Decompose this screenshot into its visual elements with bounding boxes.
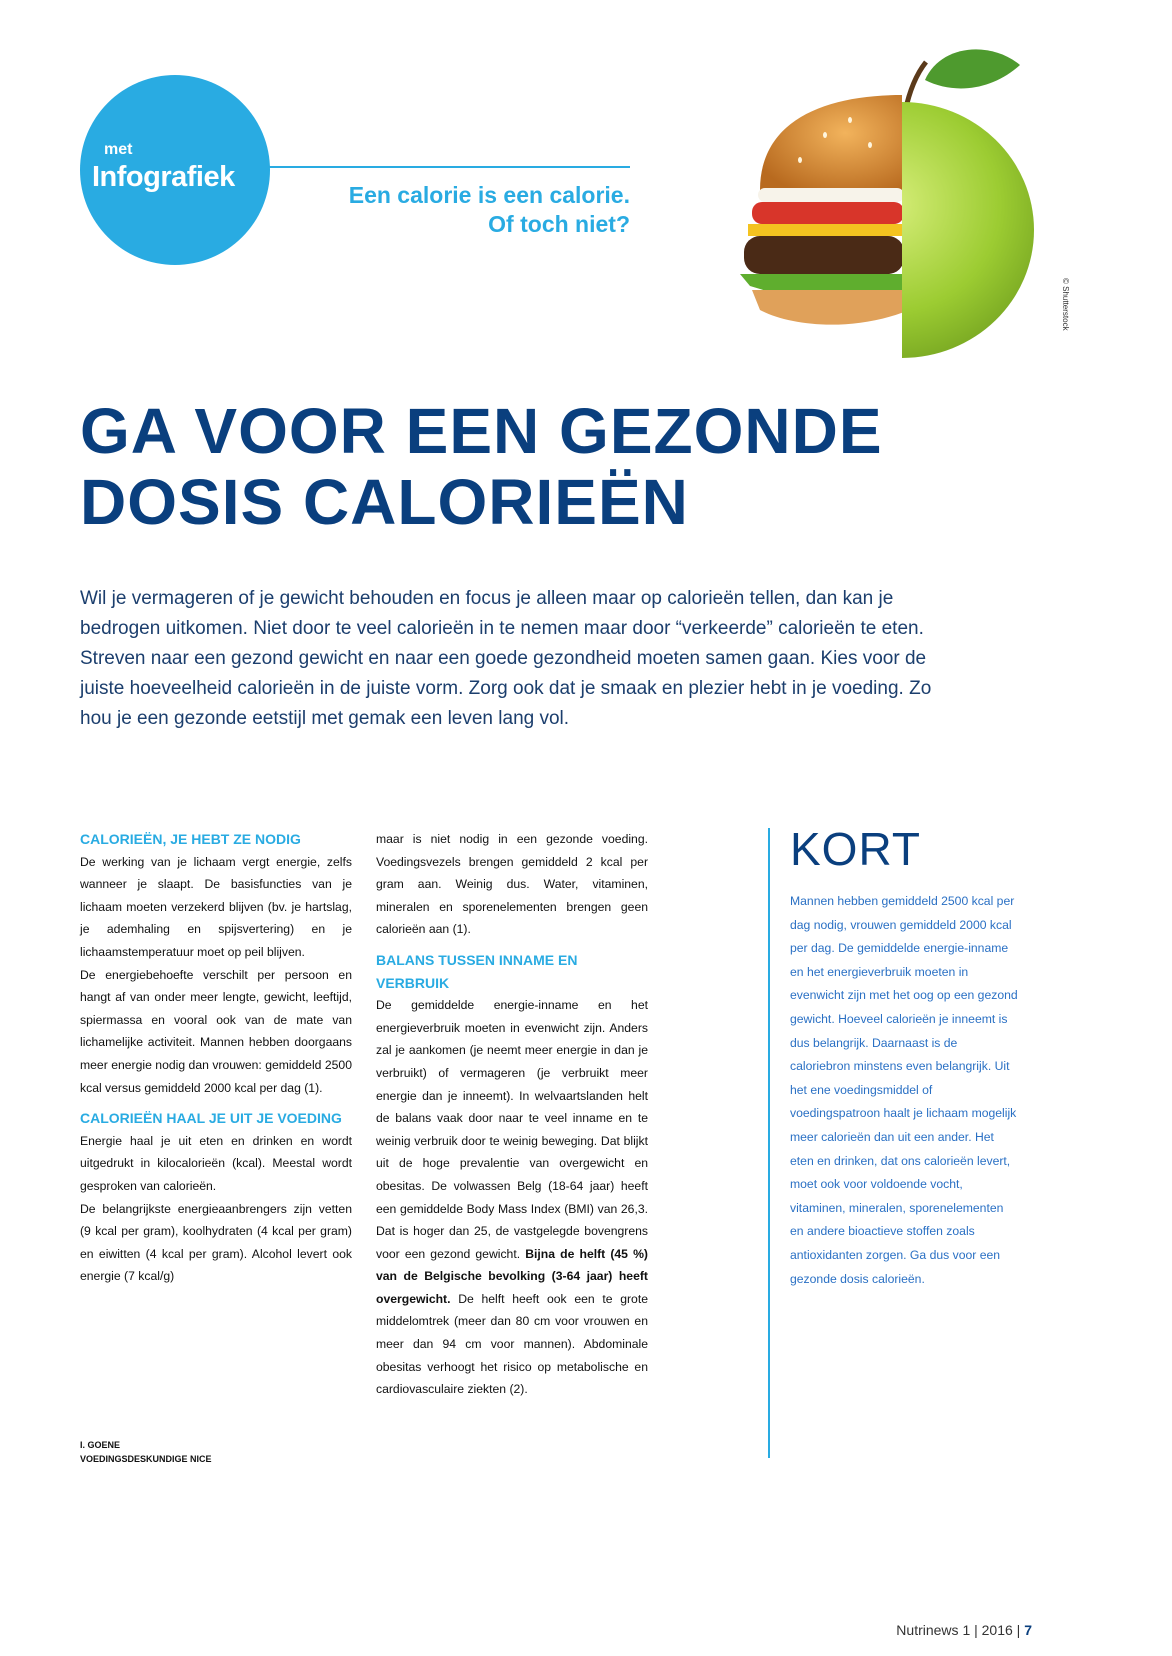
- paragraph: [376, 994, 648, 1401]
- paragraph-text: De gemiddelde energie-inname en het energieverbruik moeten in evenwicht zijn. Anders zal je aankomen (je neemt meer energie in dan je verbruikt) of vermageren (je verbruikt meer energie dan je inneemt). In welvaartslanden helt de balans vaak door naar te veel inname en te weinig verbruik door te weinig beweging. Dat blijkt uit de hoge prevalentie van overgewicht en obesitas. De volwassen Belg (18-64 jaar) heeft een gemiddelde Body Mass Index (BMI) van 26,3. Dat is hoger dan 25, de vastgelegde bovengrens voor een gezond gewicht.: [376, 998, 648, 1261]
- author-name: I. GOENE: [80, 1440, 121, 1450]
- subtitle-line-2: Of toch niet?: [488, 211, 630, 237]
- author-credit: [80, 1438, 212, 1466]
- subtitle-line-1: Een calorie is een calorie.: [348, 182, 630, 208]
- sidebar-text: Mannen hebben gemiddeld 2500 kcal per dag nodig, vrouwen gemiddeld 2000 kcal per dag. De gemiddelde energie-inname en het energieverbruik moeten in evenwicht zijn met het oog op een gezond gewicht. Hoeveel calorieën je inneemt is dus belangrijk. Daarnaast is de caloriebron minstens even belangrijk. Uit het ene voedingsmiddel of voedingspatroon haalt je lichaam mogelijk meer calorieën dan uit een ander. Het eten en drinken, dat ons calorieën levert, moet ook voor voldoende vocht, vitaminen, mineralen, sporenelementen en andere bioactieve stoffen zoals antioxidanten zorgen. Ga dus voor een gezonde dosis calorieën.: [790, 894, 1018, 1286]
- badge-small-text: met: [104, 141, 133, 158]
- footer-brand: Nutrinews: [896, 1622, 959, 1638]
- article-column-1: [80, 828, 352, 1288]
- paragraph: De belangrijkste energieaanbrengers zijn vetten (9 kcal per gram), koolhydraten (4 kcal per gram) en eiwitten (4 kcal per gram). Alcohol levert ook energie (7 kcal/g): [80, 1201, 352, 1284]
- burger-apple-illustration: [730, 40, 1040, 360]
- paragraph: maar is niet nodig in een gezonde voeding. Voedingsvezels brengen gemiddeld 2 kcal per gram aan. Weinig dus. Water, vitaminen, mineralen en sporenelementen brengen geen calorieën aan (1).: [376, 832, 648, 937]
- headline-line-1: GA VOOR EEN GEZONDE: [80, 395, 883, 467]
- sidebar-rule: [768, 828, 770, 1458]
- headline: [80, 396, 1120, 538]
- headline-line-2: DOSIS CALORIEËN: [80, 466, 689, 538]
- subtitle: [349, 181, 630, 239]
- footer-issue: 1 | 2016 |: [962, 1622, 1021, 1638]
- paragraph: De werking van je lichaam vergt energie, zelfs wanneer je slaapt. De basisfuncties van je lichaam moeten verzekerd blijven (bv. je hartslag, je ademhaling en spijsvertering) en je lichaamstemperatuur moet op peil blijven.: [80, 854, 352, 959]
- photo-credit: © Shutterstock: [1061, 278, 1070, 331]
- sidebar-title: KORT: [790, 823, 921, 875]
- page-footer: [896, 1622, 1032, 1638]
- badge-title: Infografiek: [92, 161, 235, 193]
- paragraph-text: De helft heeft ook een te grote middelomtrek (meer dan 80 cm voor vrouwen en meer dan 94 cm voor mannen). Abdominale obesitas verhoogt het risico op metabolische en cardiovasculaire ziekten (2).: [376, 1291, 649, 1397]
- section-heading: CALORIEËN, JE HEBT ZE NODIG: [80, 831, 301, 847]
- paragraph: Energie haal je uit eten en drinken en wordt uitgedrukt in kilocalorieën (kcal). Meestal wordt gesproken van calorieën.: [80, 1133, 352, 1193]
- paragraph: De energiebehoefte verschilt per persoon en hangt af van onder meer lengte, gewicht, leeftijd, spiermassa en vooral ook van de mate van lichamelijke activiteit. Mannen hebben doorgaans meer energie nodig dan vrouwen: gemiddeld 2500 kcal versus gemiddeld 2000 kcal per dag (1).: [80, 967, 352, 1095]
- page-number: 7: [1024, 1622, 1032, 1638]
- author-role: VOEDINGSDESKUNDIGE NICE: [80, 1454, 212, 1464]
- section-heading: CALORIEËN HAAL JE UIT JE VOEDING: [80, 1110, 342, 1127]
- badge-divider: [268, 166, 630, 168]
- article-column-2: [376, 828, 648, 1401]
- section-heading: BALANS TUSSEN INNAME EN VERBRUIK: [376, 951, 578, 991]
- highlight-text: Bijna de helft (45 %) van de Belgische bevolking (3-64 jaar) heeft overgewicht.: [376, 1246, 648, 1306]
- infographic-badge: [80, 75, 270, 265]
- intro-paragraph: Wil je vermageren of je gewicht behouden en focus je alleen maar op calorieën tellen, dan kan je bedrogen uitkomen. Niet door te veel calorieën in te nemen maar door “verkeerde” calorieën te eten. Streven naar een gezond gewicht en naar een goede gezondheid moeten samen gaan. Kies voor de juiste hoeveelheid calorieën in de juiste vorm. Zorg ook dat je smaak en plezier hebt in je voeding. Zo hou je een gezonde eetstijl met gemak een leven lang vol.: [80, 588, 932, 729]
